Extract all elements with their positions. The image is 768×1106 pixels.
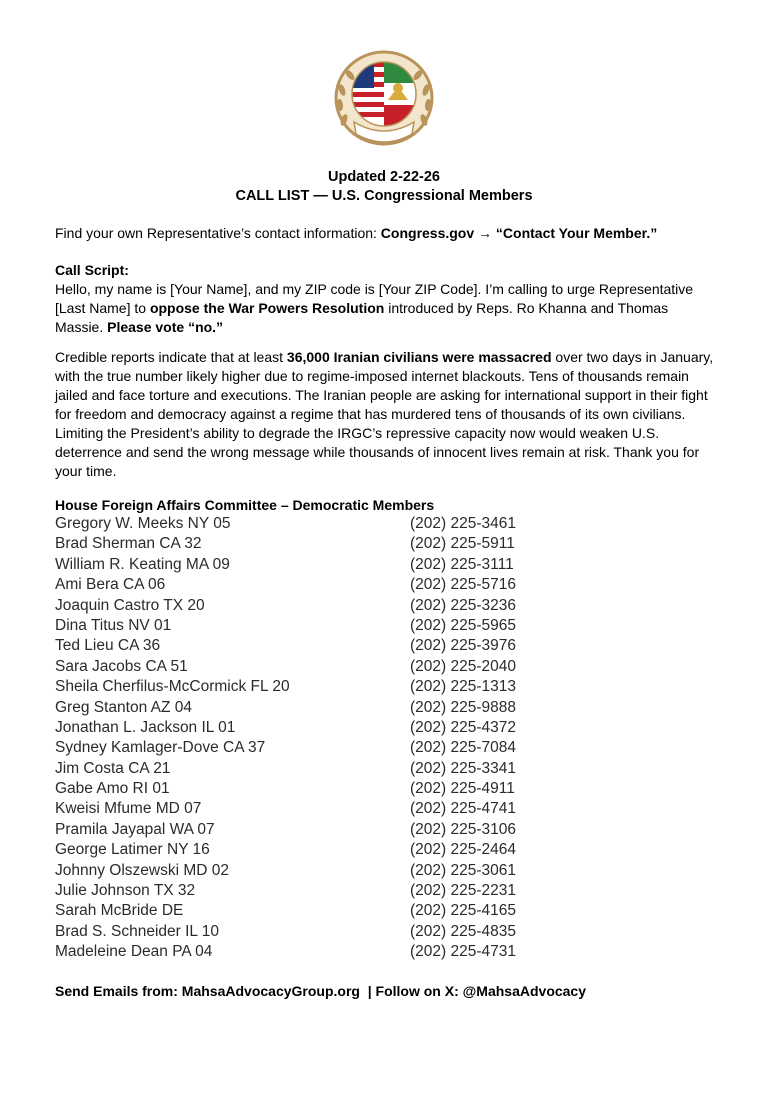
member-name: Kweisi Mfume MD 07 xyxy=(55,800,202,818)
member-row xyxy=(55,636,575,656)
member-name: Julie Johnson TX 32 xyxy=(55,882,196,900)
call-script-heading: Call Script: xyxy=(55,262,129,278)
credible-reports-paragraph xyxy=(55,348,717,481)
member-phone: (202) 225-3461 xyxy=(410,515,516,532)
member-list xyxy=(55,514,575,963)
member-phone: (202) 225-5911 xyxy=(410,535,515,553)
member-name: Sydney Kamlager-Dove CA 37 xyxy=(55,739,266,757)
member-row xyxy=(55,942,575,962)
member-row xyxy=(55,881,575,901)
member-phone: (202) 225-4835 xyxy=(410,922,516,940)
member-row xyxy=(55,596,575,616)
member-row xyxy=(55,799,575,819)
member-phone: (202) 225-2040 xyxy=(410,657,516,675)
member-row xyxy=(55,616,575,636)
member-row xyxy=(55,698,575,718)
member-phone: (202) 225-3061 xyxy=(410,861,516,879)
committee-title: House Foreign Affairs Committee – Democratic Members xyxy=(55,497,435,513)
member-row xyxy=(55,718,575,738)
member-name: Sarah McBride DE xyxy=(55,902,184,920)
member-phone: (202) 225-1313 xyxy=(410,678,516,696)
member-name: Sheila Cherfilus-McCormick FL 20 xyxy=(55,678,290,696)
member-phone: (202) 225-3111 xyxy=(410,555,514,573)
member-row xyxy=(55,759,575,779)
member-row xyxy=(55,657,575,677)
credible-text-1: Credible reports indicate that at least xyxy=(55,349,287,365)
member-row xyxy=(55,922,575,942)
member-row xyxy=(55,738,575,758)
script-bold-1: oppose the War Powers Resolution xyxy=(149,300,385,316)
member-row xyxy=(55,820,575,840)
member-phone: (202) 225-5965 xyxy=(410,616,516,634)
footer-contact: Send Emails from: MahsaAdvocacyGroup.org | Follow on X: @MahsaAdvocacy xyxy=(55,983,587,999)
member-phone: (202) 225-4911 xyxy=(410,780,515,798)
script-text-2: introduced by Reps. Ro Khanna and Thomas Massie. xyxy=(55,300,669,335)
updated-date: Updated 2-22-26 xyxy=(327,169,440,185)
member-row xyxy=(55,861,575,881)
mahsa-advocacy-group-logo xyxy=(328,50,440,150)
member-name: Sara Jacobs CA 51 xyxy=(55,657,188,675)
member-phone: (202) 225-4372 xyxy=(410,718,516,736)
member-name: Greg Stanton AZ 04 xyxy=(55,698,193,716)
member-phone: (202) 225-2231 xyxy=(410,882,516,900)
member-phone: (202) 225-7084 xyxy=(410,739,516,757)
member-phone: (202) 225-3341 xyxy=(410,759,516,777)
member-row xyxy=(55,534,575,554)
seal-icon xyxy=(328,50,440,150)
member-row xyxy=(55,901,575,921)
member-row xyxy=(55,677,575,697)
member-row xyxy=(55,575,575,595)
member-name: Dina Titus NV 01 xyxy=(55,616,172,634)
find-text: Find your own Representative’s contact information: xyxy=(55,225,381,241)
page-title: CALL LIST — U.S. Congressional Members xyxy=(235,188,533,204)
credible-text-2: over two days in January, with the true number likely higher due to regime-imposed internet blackouts. Tens of thousands remain jailed and face torture and executions. The Iranian people are asking for international support in their fight for freedom and democracy against a regime that has murdered tens of thousands of its own civilians. Limiting the President’s ability to degrade the IRGC’s repressive capacity now would weaken U.S. deterrence and send the wrong message while thousands of innocent lives remain at risk. Thank you for your time. xyxy=(55,349,714,479)
member-phone: (202) 225-4731 xyxy=(410,943,516,961)
member-name: William R. Keating MA 09 xyxy=(55,555,230,573)
member-row xyxy=(55,555,575,575)
member-row xyxy=(55,840,575,860)
member-name: Jim Costa CA 21 xyxy=(55,759,171,777)
member-name: Brad Sherman CA 32 xyxy=(55,535,202,553)
member-name: Gabe Amo RI 01 xyxy=(55,780,170,798)
member-phone: (202) 225-9888 xyxy=(410,698,516,716)
member-name: Joaquin Castro TX 20 xyxy=(55,596,205,614)
member-phone: (202) 225-5716 xyxy=(410,576,516,594)
member-phone: (202) 225-3106 xyxy=(410,820,516,838)
member-phone: (202) 225-4165 xyxy=(410,902,516,920)
member-name: Pramila Jayapal WA 07 xyxy=(55,820,215,838)
member-name: George Latimer NY 16 xyxy=(55,841,210,859)
member-name: Ted Lieu CA 36 xyxy=(55,637,161,655)
member-phone: (202) 225-2464 xyxy=(410,841,516,859)
script-text-1: Hello, my name is [Your Name], and my ZIP code is [Your ZIP Code]. I’m calling to urge Representative [Last Name] to xyxy=(55,281,694,316)
member-phone: (202) 225-3236 xyxy=(410,596,516,614)
member-name: Gregory W. Meeks NY 05 xyxy=(55,515,231,532)
member-phone: (202) 225-3976 xyxy=(410,637,516,655)
credible-bold-1: 36,000 Iranian civilians were massacred xyxy=(286,349,552,365)
script-bold-2: Please vote “no.” xyxy=(107,319,224,335)
member-name: Brad S. Schneider IL 10 xyxy=(55,922,219,940)
document-header xyxy=(0,168,768,206)
member-name: Ami Bera CA 06 xyxy=(55,576,166,594)
call-script xyxy=(55,261,717,337)
member-row xyxy=(55,779,575,799)
member-name: Johnny Olszewski MD 02 xyxy=(55,861,230,879)
find-representative-paragraph xyxy=(55,224,717,243)
member-row xyxy=(55,514,575,534)
member-phone: (202) 225-4741 xyxy=(410,800,516,818)
member-name: Madeleine Dean PA 04 xyxy=(55,943,213,961)
member-name: Jonathan L. Jackson IL 01 xyxy=(55,718,236,736)
congress-gov-link: Congress.gov → “Contact Your Member.” xyxy=(380,225,658,241)
